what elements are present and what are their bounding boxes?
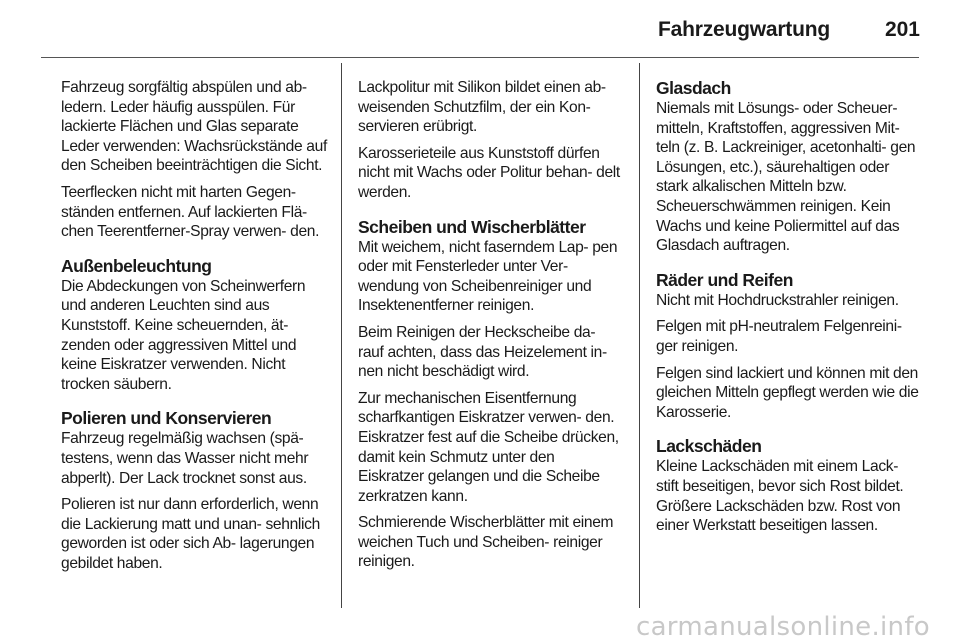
section-wheels-tyres — [656, 270, 922, 423]
section-windows-wipers — [358, 217, 624, 573]
paragraph: Schmierende Wischerblätter mit einem weichen Tuch und Scheiben- reiniger reinigen. — [358, 514, 614, 571]
paragraph: Fahrzeug regelmäßig wachsen (spä- testens, wenn das Wasser nicht mehr abperlt). Der Lack trocknet sonst aus. — [61, 430, 309, 487]
paragraph: Nicht mit Hochdruckstrahler reinigen. — [656, 291, 899, 309]
header-rule — [41, 57, 919, 58]
section-heading: Räder und Reifen — [656, 269, 793, 290]
paragraph: Karosserieteile aus Kunststoff dürfen nicht mit Wachs oder Politur behan- delt werden. — [358, 144, 620, 201]
paragraph: Teerflecken nicht mit harten Gegen- ständen entfernen. Auf lackierten Flä- chen Teerentferner-Spray verwen- den. — [61, 183, 320, 241]
paragraph: Mit weichem, nicht faserndem Lap- pen oder mit Fensterleder unter Ver- wendung von Scheibenreiniger und Insektenentferner reinigen. — [358, 238, 618, 315]
paragraph: Lackpolitur mit Silikon bildet einen ab- weisenden Schutzfilm, der ein Kon- servieren erübrigt. — [358, 79, 606, 136]
watermark: carmanualsonline.info — [635, 612, 930, 642]
text-column-2 — [358, 78, 624, 579]
section-heading: Scheiben und Wischerblätter — [358, 216, 586, 237]
page-title: Fahrzeugwartung — [657, 18, 830, 41]
section-heading: Glasdach — [656, 78, 731, 98]
paragraph: Polieren ist nur dann erforderlich, wenn die Lackierung matt und unan- sehnlich geworden ist oder sich Ab- lagerungen gebildet haben. — [61, 496, 320, 572]
paragraph: Kleine Lackschäden mit einem Lack- stift beseitigen, bevor sich Rost bildet. Größere Lackschäden bzw. Rost von einer Werkstatt beseitigen lassen. — [656, 458, 904, 535]
paragraph: Felgen sind lackiert und können mit den gleichen Mitteln gepflegt werden wie die Karosserie. — [656, 364, 919, 421]
paragraph: Zur mechanischen Eisentfernung scharfkantigen Eiskratzer verwen- den. Eiskratzer fest auf die Scheibe drücken, damit kein Schmutz unter den Eiskratzer gelangen und die Scheibe zerkratzen kann. — [358, 389, 619, 505]
page-number: 201 — [884, 18, 920, 41]
section-glass-roof — [656, 78, 922, 256]
section-heading: Polieren und Konservieren — [61, 408, 272, 429]
section-polish-continued — [358, 78, 624, 203]
column-divider — [341, 63, 342, 608]
section-polishing — [61, 408, 327, 573]
section-paint-damage — [656, 436, 922, 535]
section-heading: Außenbeleuchtung — [61, 255, 212, 276]
section-exterior-lighting — [61, 256, 327, 395]
section-intro-washing — [61, 78, 327, 242]
paragraph: Felgen mit pH-neutralem Felgenreini- ger reinigen. — [656, 318, 902, 355]
column-divider — [639, 63, 640, 608]
paragraph: Fahrzeug sorgfältig abspülen und ab- ledern. Leder häufig ausspülen. Für lackierte Flächen und Glas separate Leder verwenden: Wachsrückstände auf den Scheiben beeinträchtigen die Sicht. — [61, 79, 327, 175]
paragraph: Beim Reinigen der Heckscheibe da- rauf achten, dass das Heizelement in- nen nicht beschädigt wird. — [358, 323, 607, 381]
text-column-3 — [656, 78, 922, 543]
text-column-1 — [61, 78, 327, 580]
paragraph: Niemals mit Lösungs- oder Scheuer- mitteln, Kraftstoffen, aggressiven Mit- teln (z. B. Lackreiniger, acetonhalti- gen Lösungen, etc.), säurehaltigen oder stark alkalischen Mitteln bzw. Scheuerschwämmen reinigen. Kein Wachs und keine Poliermittel auf das Glasdach auftragen. — [656, 100, 916, 255]
page-header — [0, 0, 960, 62]
section-heading: Lackschäden — [656, 436, 762, 457]
paragraph: Die Abdeckungen von Scheinwerfern und anderen Leuchten sind aus Kunststoff. Keine scheuernden, ät- zenden oder aggressiven Mittel und keine Eiskratzer verwenden. Nicht trocken säubern. — [61, 277, 306, 393]
